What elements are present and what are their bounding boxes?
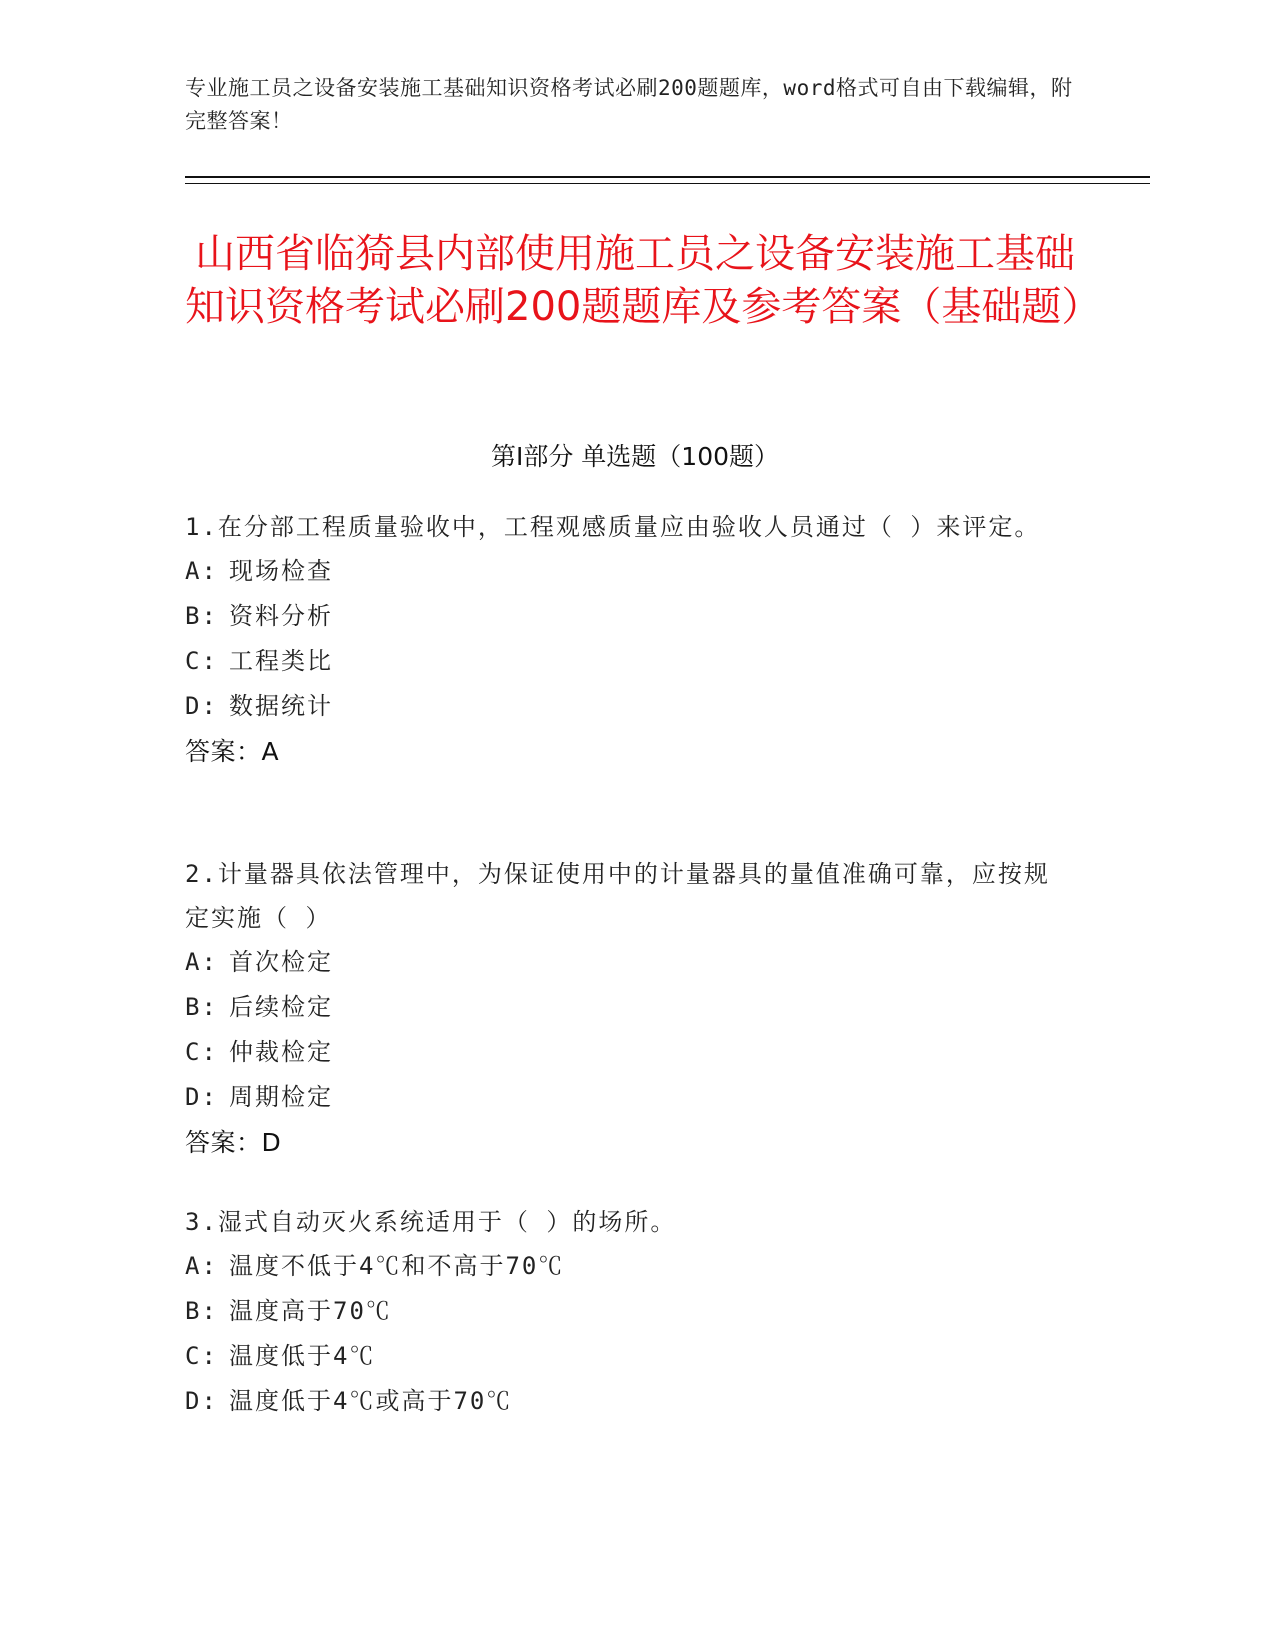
option-c	[185, 1334, 1075, 1379]
option-text: 资料分析	[229, 602, 333, 630]
option-text: 现场检查	[229, 557, 333, 585]
question-2	[185, 852, 1075, 1166]
option-c	[185, 639, 1075, 684]
option-key: C:	[185, 647, 218, 675]
option-text: 仲裁检定	[229, 1038, 333, 1066]
option-b	[185, 985, 1075, 1030]
option-text: 温度低于4℃	[229, 1342, 376, 1370]
option-d	[185, 684, 1075, 729]
option-text: 温度低于4℃或高于70℃	[229, 1387, 513, 1415]
answer: 答案：D	[185, 1128, 282, 1157]
question-stem: 2.计量器具依法管理中，为保证使用中的计量器具的量值准确可靠，应按规定实施（ ）	[185, 860, 1050, 932]
option-text: 首次检定	[229, 948, 333, 976]
option-a	[185, 1244, 1075, 1289]
option-text: 工程类比	[229, 647, 333, 675]
option-key: C:	[185, 1038, 218, 1066]
section-title: 第Ⅰ部分 单选题（100题）	[490, 442, 780, 471]
option-text: 温度不低于4℃和不高于70℃	[229, 1252, 565, 1280]
option-key: D:	[185, 1387, 218, 1415]
question-stem: 1.在分部工程质量验收中，工程观感质量应由验收人员通过（ ）来评定。	[185, 513, 1041, 541]
document-title: 山西省临猗县内部使用施工员之设备安装施工基础知识资格考试必刷200题题库及参考答案（基础题）	[185, 231, 1102, 330]
option-key: B:	[185, 602, 218, 630]
option-a	[185, 549, 1075, 594]
option-key: A:	[185, 1252, 218, 1280]
option-key: D:	[185, 1083, 218, 1111]
option-text: 温度高于70℃	[229, 1297, 392, 1325]
header-note: 专业施工员之设备安装施工基础知识资格考试必刷200题题库，word格式可自由下载编辑，附完整答案！	[185, 76, 1073, 133]
header-rule-thin	[185, 183, 1150, 184]
option-text: 后续检定	[229, 993, 333, 1021]
option-key: B:	[185, 1297, 218, 1325]
option-c	[185, 1030, 1075, 1075]
option-d	[185, 1379, 1075, 1424]
option-key: C:	[185, 1342, 218, 1370]
option-key: B:	[185, 993, 218, 1021]
option-b	[185, 1289, 1075, 1334]
question-3	[185, 1200, 1075, 1424]
option-d	[185, 1075, 1075, 1120]
option-b	[185, 594, 1075, 639]
question-1	[185, 505, 1075, 775]
option-key: A:	[185, 557, 218, 585]
option-text: 数据统计	[229, 692, 333, 720]
header-rule-thick	[185, 176, 1150, 178]
option-key: D:	[185, 692, 218, 720]
question-stem: 3.湿式自动灭火系统适用于（ ）的场所。	[185, 1208, 677, 1236]
option-text: 周期检定	[229, 1083, 333, 1111]
option-a	[185, 940, 1075, 985]
option-key: A:	[185, 948, 218, 976]
answer: 答案：A	[185, 737, 280, 766]
